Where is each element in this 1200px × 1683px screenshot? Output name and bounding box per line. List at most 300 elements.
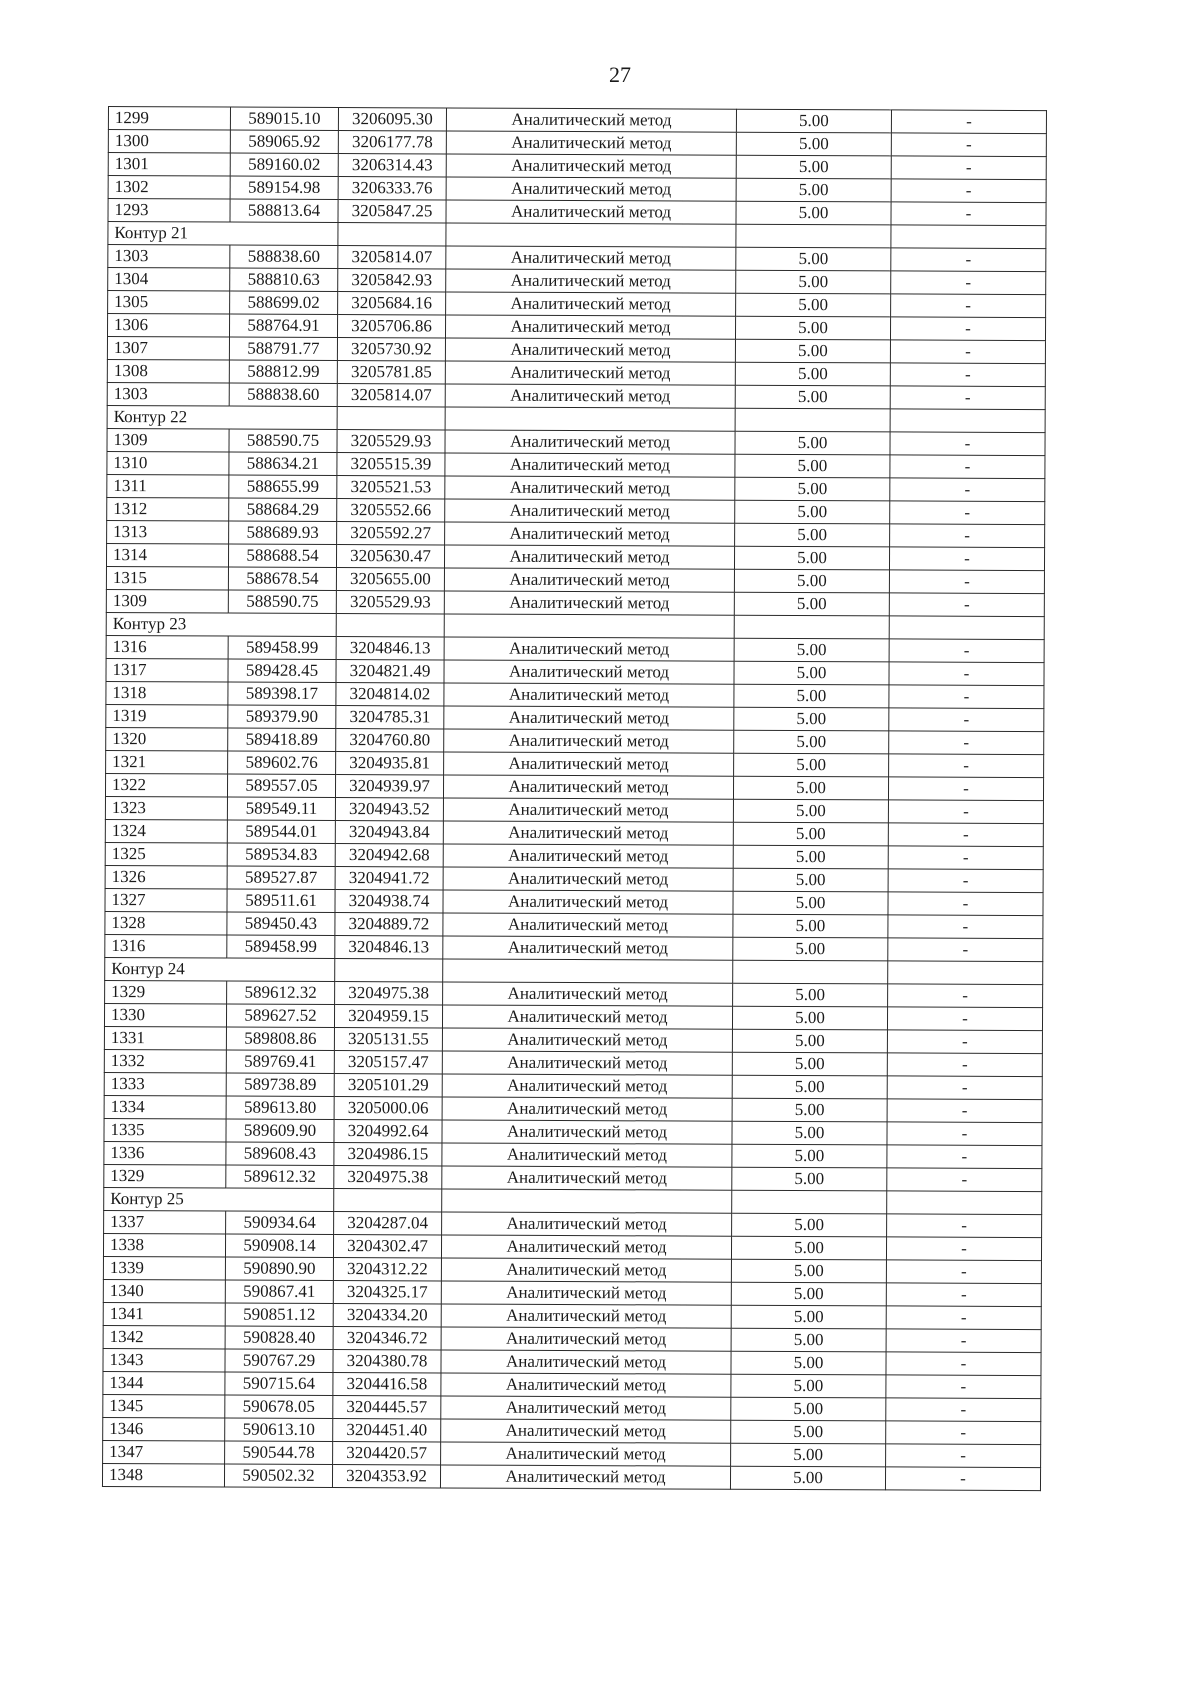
x-coordinate-cell: 589534.83 (227, 843, 335, 866)
point-number-cell: 1309 (106, 589, 228, 613)
accuracy-cell: 5.00 (734, 661, 889, 685)
method-cell: Аналитический метод (445, 384, 735, 408)
x-coordinate-cell: 589458.99 (227, 935, 335, 958)
note-cell: - (886, 1444, 1041, 1468)
note-cell: - (890, 432, 1045, 456)
y-coordinate-cell: 3205847.25 (338, 200, 446, 223)
point-number-cell: 1319 (106, 704, 228, 728)
table-row (103, 1279, 1041, 1306)
method-cell: Аналитический метод (442, 1212, 732, 1236)
x-coordinate-cell: 589428.45 (228, 659, 336, 682)
method-cell: Аналитический метод (444, 752, 734, 776)
accuracy-cell: 5.00 (731, 1328, 886, 1352)
x-coordinate-cell: 590934.64 (226, 1211, 334, 1234)
y-coordinate-cell: 3205552.66 (337, 499, 445, 522)
y-coordinate-cell: 3204975.38 (335, 981, 443, 1004)
table-row (108, 153, 1046, 180)
point-number-cell: 1334 (104, 1095, 226, 1119)
accuracy-cell: 5.00 (735, 454, 890, 478)
method-cell: Аналитический метод (443, 798, 733, 822)
point-number-cell: 1310 (107, 451, 229, 475)
table-row (103, 1371, 1041, 1398)
point-number-cell: 1333 (104, 1072, 226, 1096)
x-coordinate-cell: 590890.90 (225, 1257, 333, 1280)
y-coordinate-cell: 3206095.30 (338, 108, 446, 131)
x-coordinate-cell: 588634.21 (229, 452, 337, 475)
accuracy-cell: 5.00 (734, 707, 889, 731)
note-cell: - (888, 800, 1043, 824)
accuracy-cell: 5.00 (736, 178, 891, 202)
empty-cell (887, 1191, 1042, 1215)
method-cell: Аналитический метод (443, 913, 733, 937)
table-row (104, 1210, 1042, 1237)
x-coordinate-cell: 589458.99 (228, 636, 336, 659)
accuracy-cell: 5.00 (731, 1236, 886, 1260)
y-coordinate-cell: 3204380.78 (333, 1349, 441, 1372)
method-cell: Аналитический метод (444, 568, 734, 592)
empty-cell (735, 408, 890, 432)
empty-cell (334, 1188, 442, 1211)
point-number-cell: 1307 (107, 337, 229, 361)
table-row (104, 1095, 1042, 1122)
contour-title: Контур 22 (107, 405, 337, 429)
table-row (105, 980, 1043, 1007)
x-coordinate-cell: 589379.90 (228, 705, 336, 728)
table-row (107, 451, 1045, 478)
table-row (108, 107, 1046, 134)
method-cell: Аналитический метод (442, 1166, 732, 1190)
note-cell: - (889, 731, 1044, 755)
table-row (105, 911, 1043, 938)
y-coordinate-cell: 3204346.72 (333, 1326, 441, 1349)
method-cell: Аналитический метод (441, 1304, 731, 1328)
x-coordinate-cell: 589450.43 (227, 912, 335, 935)
table-row (104, 1072, 1042, 1099)
point-number-cell: 1346 (103, 1417, 225, 1441)
y-coordinate-cell: 3204302.47 (333, 1234, 441, 1257)
table-row (106, 658, 1044, 685)
note-cell: - (890, 317, 1045, 341)
note-cell: - (887, 1076, 1042, 1100)
table-row (104, 1049, 1042, 1076)
table-row (105, 934, 1043, 961)
table-row (106, 543, 1044, 570)
x-coordinate-cell: 590851.12 (225, 1303, 333, 1326)
point-number-cell: 1316 (106, 635, 228, 659)
accuracy-cell: 5.00 (736, 293, 891, 317)
method-cell: Аналитический метод (441, 1235, 731, 1259)
y-coordinate-cell: 3204821.49 (336, 660, 444, 683)
y-coordinate-cell: 3204420.57 (333, 1441, 441, 1464)
note-cell: - (885, 1467, 1040, 1491)
note-cell: - (891, 202, 1046, 226)
accuracy-cell: 5.00 (736, 247, 891, 271)
accuracy-cell: 5.00 (731, 1282, 886, 1306)
note-cell: - (886, 1329, 1041, 1353)
x-coordinate-cell: 588699.02 (230, 291, 338, 314)
accuracy-cell: 5.00 (734, 753, 889, 777)
x-coordinate-cell: 590828.40 (225, 1326, 333, 1349)
x-coordinate-cell: 589769.41 (226, 1050, 334, 1073)
note-cell: - (889, 570, 1044, 594)
accuracy-cell: 5.00 (732, 1167, 887, 1191)
point-number-cell: 1331 (104, 1026, 226, 1050)
y-coordinate-cell: 3205684.16 (338, 292, 446, 315)
method-cell: Аналитический метод (446, 269, 736, 293)
y-coordinate-cell: 3204287.04 (334, 1211, 442, 1234)
y-coordinate-cell: 3205521.53 (337, 476, 445, 499)
accuracy-cell: 5.00 (732, 1098, 887, 1122)
accuracy-cell: 5.00 (733, 776, 888, 800)
method-cell: Аналитический метод (442, 1074, 732, 1098)
table-row (104, 1026, 1042, 1053)
accuracy-cell: 5.00 (735, 362, 890, 386)
note-cell: - (888, 777, 1043, 801)
note-cell: - (889, 662, 1044, 686)
note-cell: - (890, 455, 1045, 479)
method-cell: Аналитический метод (445, 453, 735, 477)
table-row (106, 566, 1044, 593)
point-number-cell: 1325 (105, 842, 227, 866)
point-number-cell: 1303 (108, 245, 230, 269)
x-coordinate-cell: 588678.54 (228, 567, 336, 590)
note-cell: - (889, 685, 1044, 709)
method-cell: Аналитический метод (446, 154, 736, 178)
x-coordinate-cell: 589808.86 (226, 1027, 334, 1050)
note-cell: - (887, 1214, 1042, 1238)
point-number-cell: 1304 (108, 268, 230, 292)
table-row (105, 865, 1043, 892)
method-cell: Аналитический метод (446, 246, 736, 270)
coordinates-table (102, 106, 1047, 1491)
y-coordinate-cell: 3204938.74 (335, 889, 443, 912)
x-coordinate-cell: 589738.89 (226, 1073, 334, 1096)
y-coordinate-cell: 3206314.43 (338, 154, 446, 177)
y-coordinate-cell: 3204814.02 (336, 683, 444, 706)
empty-cell (736, 224, 891, 248)
accuracy-cell: 5.00 (736, 201, 891, 225)
empty-cell (442, 1189, 732, 1213)
method-cell: Аналитический метод (442, 1005, 732, 1029)
table-row (106, 681, 1044, 708)
accuracy-cell: 5.00 (732, 1052, 887, 1076)
table-row (102, 1463, 1040, 1490)
table-row (107, 497, 1045, 524)
table-row (108, 245, 1046, 272)
y-coordinate-cell: 3205131.55 (334, 1027, 442, 1050)
table-row (107, 428, 1045, 455)
method-cell: Аналитический метод (445, 522, 735, 546)
point-number-cell: 1347 (103, 1440, 225, 1464)
table-row (108, 176, 1046, 203)
note-cell: - (888, 823, 1043, 847)
method-cell: Аналитический метод (445, 361, 735, 385)
point-number-cell: 1326 (105, 865, 227, 889)
point-number-cell: 1311 (107, 474, 229, 498)
y-coordinate-cell: 3204986.15 (334, 1142, 442, 1165)
accuracy-cell: 5.00 (732, 1144, 887, 1168)
accuracy-cell: 5.00 (735, 477, 890, 501)
y-coordinate-cell: 3204416.58 (333, 1372, 441, 1395)
table-row (107, 314, 1045, 341)
y-coordinate-cell: 3204353.92 (332, 1464, 440, 1487)
table-row (105, 796, 1043, 823)
point-number-cell: 1329 (105, 980, 227, 1004)
method-cell: Аналитический метод (442, 1097, 732, 1121)
y-coordinate-cell: 3204846.13 (335, 935, 443, 958)
note-cell: - (889, 639, 1044, 663)
note-cell: - (886, 1398, 1041, 1422)
method-cell: Аналитический метод (441, 1327, 731, 1351)
accuracy-cell: 5.00 (734, 684, 889, 708)
table-row (104, 1141, 1042, 1168)
table-row (106, 727, 1044, 754)
method-cell: Аналитический метод (443, 982, 733, 1006)
method-cell: Аналитический метод (446, 292, 736, 316)
x-coordinate-cell: 590767.29 (225, 1349, 333, 1372)
y-coordinate-cell: 3205814.07 (338, 246, 446, 269)
table-row (107, 382, 1045, 409)
note-cell: - (891, 248, 1046, 272)
point-number-cell: 1324 (105, 819, 227, 843)
method-cell: Аналитический метод (442, 1028, 732, 1052)
point-number-cell: 1328 (105, 911, 227, 935)
method-cell: Аналитический метод (445, 476, 735, 500)
x-coordinate-cell: 590678.05 (225, 1395, 333, 1418)
empty-cell (733, 960, 888, 984)
accuracy-cell: 5.00 (733, 845, 888, 869)
accuracy-cell: 5.00 (735, 385, 890, 409)
table-row (108, 291, 1046, 318)
note-cell: - (887, 1053, 1042, 1077)
empty-cell (888, 961, 1043, 985)
note-cell: - (886, 1352, 1041, 1376)
note-cell: - (891, 271, 1046, 295)
point-number-cell: 1321 (106, 750, 228, 774)
accuracy-cell: 5.00 (736, 270, 891, 294)
empty-cell (336, 614, 444, 637)
note-cell: - (888, 984, 1043, 1008)
method-cell: Аналитический метод (443, 775, 733, 799)
note-cell: - (889, 547, 1044, 571)
point-number-cell: 1348 (102, 1463, 224, 1487)
table-row (103, 1325, 1041, 1352)
y-coordinate-cell: 3204334.20 (333, 1303, 441, 1326)
note-cell: - (888, 938, 1043, 962)
point-number-cell: 1305 (108, 291, 230, 315)
x-coordinate-cell: 589065.92 (230, 130, 338, 153)
y-coordinate-cell: 3204941.72 (335, 866, 443, 889)
note-cell: - (886, 1283, 1041, 1307)
empty-cell (337, 407, 445, 430)
accuracy-cell: 5.00 (736, 132, 891, 156)
table-row (106, 589, 1044, 616)
method-cell: Аналитический метод (444, 591, 734, 615)
y-coordinate-cell: 3205592.27 (337, 522, 445, 545)
y-coordinate-cell: 3204975.38 (334, 1165, 442, 1188)
y-coordinate-cell: 3204846.13 (336, 637, 444, 660)
point-number-cell: 1312 (107, 497, 229, 521)
x-coordinate-cell: 589613.80 (226, 1096, 334, 1119)
method-cell: Аналитический метод (443, 936, 733, 960)
x-coordinate-cell: 590715.64 (225, 1372, 333, 1395)
point-number-cell: 1332 (104, 1049, 226, 1073)
y-coordinate-cell: 3205655.00 (336, 568, 444, 591)
accuracy-cell: 5.00 (731, 1374, 886, 1398)
note-cell: - (886, 1306, 1041, 1330)
note-cell: - (886, 1375, 1041, 1399)
method-cell: Аналитический метод (441, 1258, 731, 1282)
accuracy-cell: 5.00 (735, 431, 890, 455)
point-number-cell: 1337 (104, 1210, 226, 1234)
point-number-cell: 1340 (103, 1279, 225, 1303)
note-cell: - (891, 110, 1046, 134)
y-coordinate-cell: 3204943.84 (335, 820, 443, 843)
empty-cell (732, 1190, 887, 1214)
accuracy-cell: 5.00 (731, 1351, 886, 1375)
accuracy-cell: 5.00 (733, 868, 888, 892)
x-coordinate-cell: 590502.32 (224, 1464, 332, 1487)
point-number-cell: 1336 (104, 1141, 226, 1165)
note-cell: - (889, 708, 1044, 732)
note-cell: - (886, 1237, 1041, 1261)
x-coordinate-cell: 590908.14 (225, 1234, 333, 1257)
empty-cell (891, 225, 1046, 249)
point-number-cell: 1315 (106, 566, 228, 590)
x-coordinate-cell: 589612.32 (226, 1165, 334, 1188)
y-coordinate-cell: 3205529.93 (337, 430, 445, 453)
note-cell: - (887, 1099, 1042, 1123)
note-cell: - (886, 1260, 1041, 1284)
accuracy-cell: 5.00 (736, 109, 891, 133)
note-cell: - (890, 363, 1045, 387)
note-cell: - (887, 1007, 1042, 1031)
method-cell: Аналитический метод (444, 706, 734, 730)
y-coordinate-cell: 3204325.17 (333, 1280, 441, 1303)
note-cell: - (890, 478, 1045, 502)
point-number-cell: 1338 (103, 1233, 225, 1257)
y-coordinate-cell: 3205000.06 (334, 1096, 442, 1119)
y-coordinate-cell: 3204935.81 (336, 751, 444, 774)
contour-title: Контур 25 (104, 1187, 334, 1211)
point-number-cell: 1306 (107, 314, 229, 338)
point-number-cell: 1309 (107, 428, 229, 452)
method-cell: Аналитический метод (445, 315, 735, 339)
contour-title: Контур 23 (106, 612, 336, 636)
y-coordinate-cell: 3205630.47 (336, 545, 444, 568)
accuracy-cell: 5.00 (734, 592, 889, 616)
method-cell: Аналитический метод (443, 844, 733, 868)
contour-title: Контур 24 (105, 957, 335, 981)
accuracy-cell: 5.00 (733, 914, 888, 938)
point-number-cell: 1320 (106, 727, 228, 751)
empty-cell (890, 409, 1045, 433)
x-coordinate-cell: 589398.17 (228, 682, 336, 705)
x-coordinate-cell: 589609.90 (226, 1119, 334, 1142)
table-row (103, 1394, 1041, 1421)
x-coordinate-cell: 589544.01 (227, 820, 335, 843)
y-coordinate-cell: 3204939.97 (335, 774, 443, 797)
note-cell: - (886, 1421, 1041, 1445)
table-row (103, 1302, 1041, 1329)
table-row (106, 750, 1044, 777)
accuracy-cell: 5.00 (733, 937, 888, 961)
y-coordinate-cell: 3205157.47 (334, 1050, 442, 1073)
x-coordinate-cell: 588590.75 (229, 429, 337, 452)
y-coordinate-cell: 3205515.39 (337, 453, 445, 476)
y-coordinate-cell: 3204760.80 (336, 728, 444, 751)
method-cell: Аналитический метод (444, 660, 734, 684)
accuracy-cell: 5.00 (734, 569, 889, 593)
table-row (105, 888, 1043, 915)
x-coordinate-cell: 590867.41 (225, 1280, 333, 1303)
x-coordinate-cell: 590544.78 (225, 1441, 333, 1464)
table-row (107, 359, 1045, 386)
point-number-cell: 1317 (106, 658, 228, 682)
table-row (106, 704, 1044, 731)
point-number-cell: 1314 (106, 543, 228, 567)
y-coordinate-cell: 3205101.29 (334, 1073, 442, 1096)
point-number-cell: 1316 (105, 934, 227, 958)
note-cell: - (891, 133, 1046, 157)
point-number-cell: 1329 (104, 1164, 226, 1188)
point-number-cell: 1344 (103, 1371, 225, 1395)
point-number-cell: 1303 (107, 382, 229, 406)
accuracy-cell: 5.00 (734, 546, 889, 570)
table-row (103, 1348, 1041, 1375)
table-row (104, 1118, 1042, 1145)
accuracy-cell: 5.00 (734, 638, 889, 662)
x-coordinate-cell: 589418.89 (228, 728, 336, 751)
x-coordinate-cell: 588838.60 (230, 245, 338, 268)
note-cell: - (887, 1145, 1042, 1169)
accuracy-cell: 5.00 (735, 500, 890, 524)
accuracy-cell: 5.00 (732, 1029, 887, 1053)
accuracy-cell: 5.00 (733, 891, 888, 915)
note-cell: - (888, 846, 1043, 870)
table-row (108, 268, 1046, 295)
point-number-cell: 1335 (104, 1118, 226, 1142)
point-number-cell: 1341 (103, 1302, 225, 1326)
y-coordinate-cell: 3204312.22 (333, 1257, 441, 1280)
method-cell: Аналитический метод (444, 729, 734, 753)
accuracy-cell: 5.00 (731, 1420, 886, 1444)
note-cell: - (891, 179, 1046, 203)
method-cell: Аналитический метод (440, 1465, 730, 1489)
y-coordinate-cell: 3204992.64 (334, 1119, 442, 1142)
point-number-cell: 1330 (104, 1003, 226, 1027)
x-coordinate-cell: 589015.10 (230, 107, 338, 130)
accuracy-cell: 5.00 (732, 1213, 887, 1237)
point-number-cell: 1342 (103, 1325, 225, 1349)
method-cell: Аналитический метод (441, 1419, 731, 1443)
table-row (105, 773, 1043, 800)
method-cell: Аналитический метод (442, 1051, 732, 1075)
table-row (108, 199, 1046, 226)
method-cell: Аналитический метод (446, 177, 736, 201)
y-coordinate-cell: 3205814.07 (337, 384, 445, 407)
note-cell: - (888, 869, 1043, 893)
x-coordinate-cell: 588689.93 (229, 521, 337, 544)
x-coordinate-cell: 589608.43 (226, 1142, 334, 1165)
x-coordinate-cell: 589602.76 (228, 751, 336, 774)
accuracy-cell: 5.00 (731, 1397, 886, 1421)
method-cell: Аналитический метод (441, 1350, 731, 1374)
accuracy-cell: 5.00 (733, 799, 888, 823)
table-row (107, 474, 1045, 501)
empty-cell (446, 223, 736, 247)
point-number-cell: 1301 (108, 153, 230, 177)
